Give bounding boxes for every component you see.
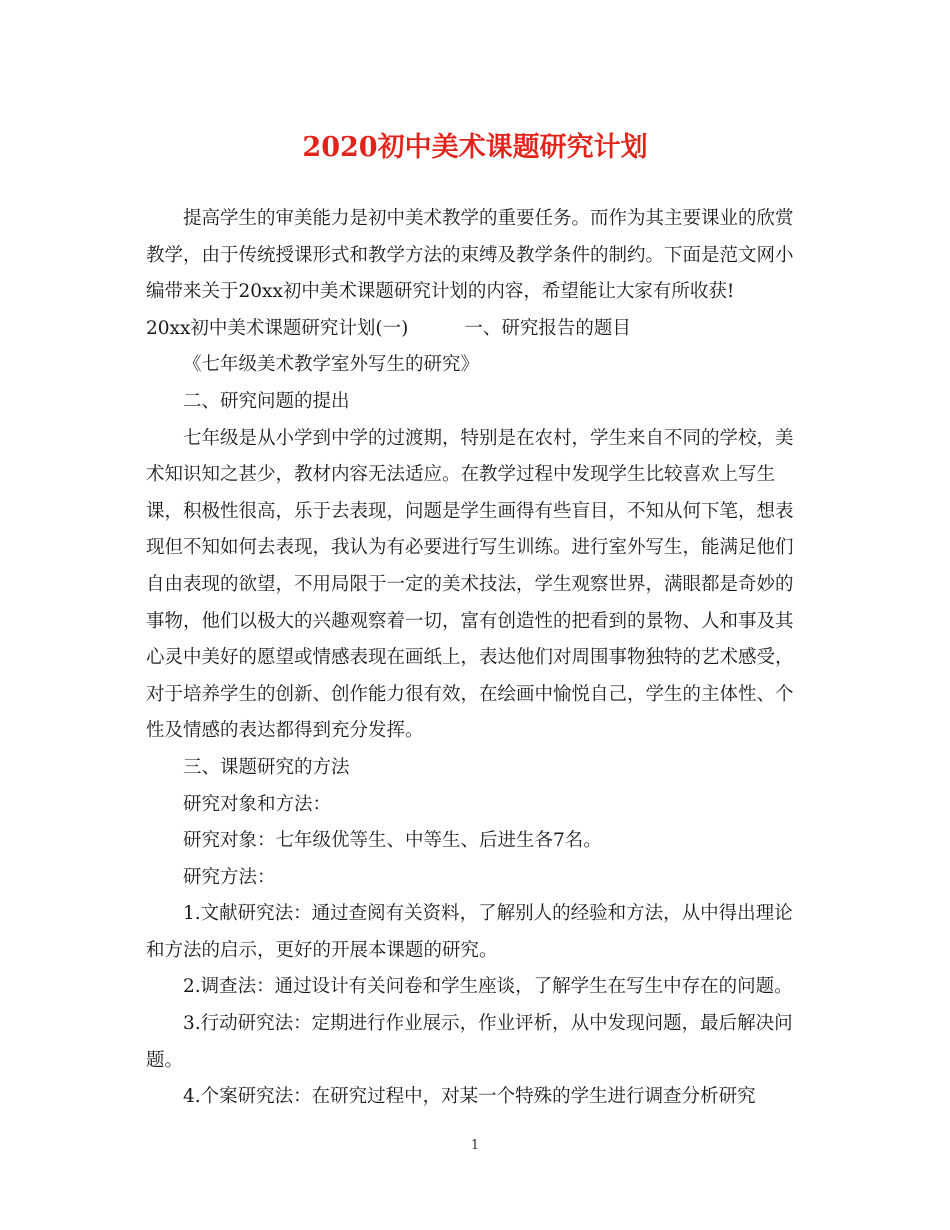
heading-line <box>146 311 806 348</box>
body-line: 课，积极性很高，乐于去表现，问题是学生画得有些盲目，不知从何下笔，想表 <box>146 500 794 522</box>
body-line: 研究对象和方法： <box>183 793 332 815</box>
section-heading: 一、研究报告的题目 <box>464 317 631 339</box>
section-heading: 三、课题研究的方法 <box>183 756 350 778</box>
body-line: 3.行动研究法：定期进行作业展示，作业评析，从中发现问题，最后解决问 <box>183 1013 793 1035</box>
document-title: 2020初中美术课题研究计划 <box>302 132 648 163</box>
body-line: 对于培养学生的创新、创作能力很有效，在绘画中愉悦自己，学生的主体性、个 <box>146 683 794 705</box>
body-line: 编带来关于20xx初中美术课题研究计划的内容，希望能让大家有所收获! <box>146 281 735 303</box>
document-body <box>146 201 806 1116</box>
body-line: 《七年级美术教学室外写生的研究》 <box>183 354 480 376</box>
body-line: 性及情感的表达都得到充分发挥。 <box>146 720 424 742</box>
section-heading: 二、研究问题的提出 <box>183 390 350 412</box>
body-line: 2.调查法：通过设计有关问卷和学生座谈，了解学生在写生中存在的问题。 <box>183 976 793 998</box>
body-line: 教学，由于传统授课形式和教学方法的束缚及教学条件的制约。下面是范文网小 <box>146 244 794 266</box>
body-line: 题。 <box>146 1049 184 1071</box>
body-line: 4.个案研究法：在研究过程中，对某一个特殊的学生进行调查分析研究 <box>183 1086 756 1108</box>
body-line: 现但不知如何去表现，我认为有必要进行写生训练。进行室外写生，能满足他们 <box>146 537 794 559</box>
body-line: 提高学生的审美能力是初中美术教学的重要任务。而作为其主要课业的欣赏 <box>183 208 794 229</box>
body-line: 术知识知之甚少，教材内容无法适应。在教学过程中发现学生比较喜欢上写生 <box>146 464 776 486</box>
body-line: 事物，他们以极大的兴趣观察着一切，富有创造性的把看到的景物、人和事及其 <box>146 610 794 632</box>
body-line: 1.文献研究法：通过查阅有关资料，了解别人的经验和方法，从中得出理论 <box>183 903 793 925</box>
plan-heading: 20xx初中美术课题研究计划(一) <box>146 317 409 339</box>
body-line: 心灵中美好的愿望或情感表现在画纸上，表达他们对周围事物独特的艺术感受， <box>146 647 794 669</box>
body-line: 和方法的启示，更好的开展本课题的研究。 <box>146 939 498 961</box>
page-number: 1 <box>470 1138 480 1153</box>
body-line: 研究对象：七年级优等生、中等生、后进生各7名。 <box>183 830 602 852</box>
body-line: 自由表现的欲望，不用局限于一定的美术技法，学生观察世界，满眼都是奇妙的 <box>146 573 794 595</box>
body-line: 研究方法： <box>183 866 276 888</box>
body-line: 七年级是从小学到中学的过渡期，特别是在农村，学生来自不同的学校，美 <box>183 427 794 449</box>
